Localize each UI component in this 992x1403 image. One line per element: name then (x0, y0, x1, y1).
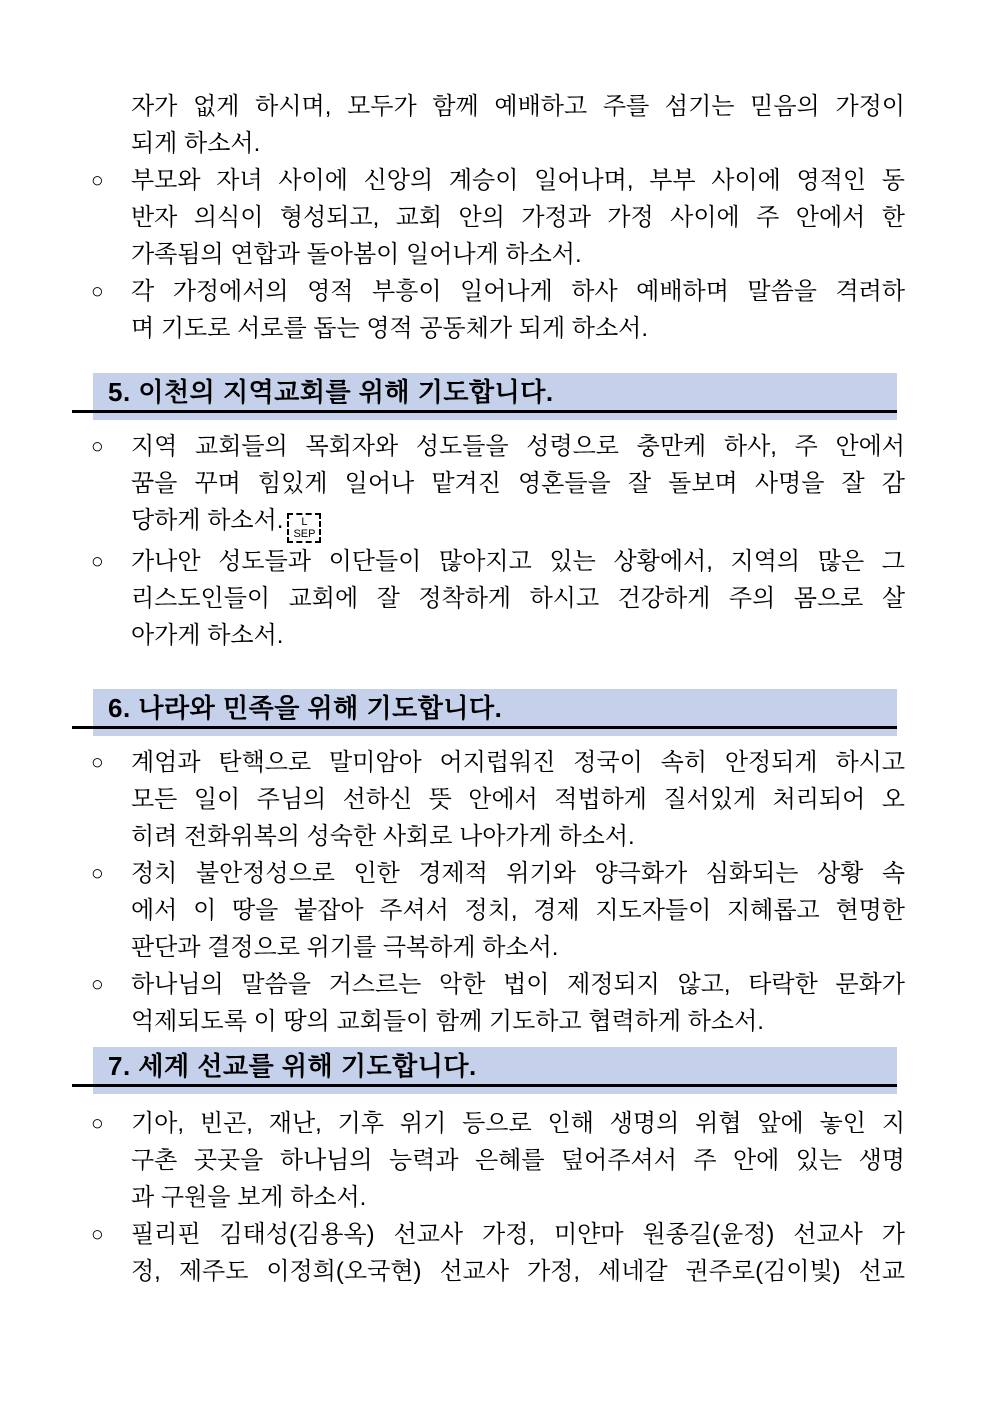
text-line: 리스도인들이 교회에 잘 정착하게 하시고 건강하게 주의 몸으로 살 (131, 585, 905, 612)
prayer-item (91, 543, 905, 654)
line-separator-mark (287, 513, 321, 543)
text-line: 에서 이 땅을 붙잡아 주셔서 정치, 경제 지도자들이 지혜롭고 현명한 (131, 897, 905, 924)
list-bullet: ○ (91, 862, 104, 885)
section-5-strip (93, 413, 897, 420)
text-line: 모든 일이 주님의 선하신 뜻 안에서 적법하게 질서있게 처리되어 오 (131, 786, 905, 813)
section-6-body (0, 744, 992, 1040)
prayer-item (91, 744, 905, 855)
prayer-item (91, 855, 905, 966)
text-line: 되게 하소서. (131, 130, 261, 157)
section-6-band (93, 689, 897, 726)
prayer-item (91, 428, 905, 543)
prayer-item (91, 1216, 905, 1290)
list-bullet: ○ (91, 973, 104, 996)
section-5-band (93, 373, 897, 410)
text-line-text: 당하게 하소서. (131, 507, 284, 534)
section-6-title: 6. 나라와 민족을 위해 기도합니다. (108, 693, 503, 723)
text-line: 기아, 빈곤, 재난, 기후 위기 등으로 인해 생명의 위협 앞에 놓인 지 (131, 1110, 905, 1137)
list-bullet: ○ (91, 550, 104, 573)
list-bullet: ○ (91, 435, 104, 458)
section-5-title: 5. 이천의 지역교회를 위해 기도합니다. (108, 377, 554, 407)
list-bullet: ○ (91, 280, 104, 303)
prayer-item (91, 966, 905, 1040)
text-line: 꿈을 꾸며 힘있게 일어나 맡겨진 영혼들을 잘 돌보며 사명을 잘 감 (131, 470, 905, 497)
text-line: 필리핀 김태성(김용옥) 선교사 가정, 미얀마 원종길(윤정) 선교사 가 (131, 1221, 905, 1248)
list-bullet: ○ (91, 169, 104, 192)
section-7-body (0, 1105, 992, 1290)
sep-mark-top: L (301, 516, 308, 528)
text-line: 자가 없게 하시며, 모두가 함께 예배하고 주를 섬기는 믿음의 가정이 (131, 93, 905, 120)
text-line: 계엄과 탄핵으로 말미암아 어지럽워진 정국이 속히 안정되게 하시고 (131, 749, 905, 776)
text-line: 구촌 곳곳을 하나님의 능력과 은혜를 덮어주셔서 주 안에 있는 생명 (131, 1147, 905, 1174)
text-line: 부모와 자녀 사이에 신앙의 계승이 일어나며, 부부 사이에 영적인 동 (131, 167, 905, 194)
prayer-item (91, 273, 905, 347)
list-bullet: ○ (91, 751, 104, 774)
section-5-body (0, 428, 992, 654)
section-7-header (72, 1047, 897, 1094)
text-line: 며 기도로 서로를 돕는 영적 공동체가 되게 하소서. (131, 315, 649, 342)
text-line: 히려 전화위복의 성숙한 사회로 나아가게 하소서. (131, 823, 635, 850)
section-6-strip (93, 729, 897, 736)
text-line: 과 구원을 보게 하소서. (131, 1184, 367, 1211)
intro-block (0, 88, 992, 347)
sep-mark-bottom: SEP (293, 528, 316, 540)
section-5-header (72, 373, 897, 420)
text-line: 판단과 결정으로 위기를 극복하게 하소서. (131, 934, 559, 961)
section-7-title: 7. 세계 선교를 위해 기도합니다. (108, 1051, 477, 1081)
section-7-band (93, 1047, 897, 1084)
text-line: 가족됨의 연합과 돌아봄이 일어나게 하소서. (131, 241, 582, 268)
list-bullet: ○ (91, 1112, 104, 1135)
text-line: 억제되도록 이 땅의 교회들이 함께 기도하고 협력하게 하소서. (131, 1008, 764, 1035)
prayer-item (91, 1105, 905, 1216)
text-line: 각 가정에서의 영적 부흥이 일어나게 하사 예배하며 말씀을 격려하 (131, 278, 905, 305)
text-line: 지역 교회들의 목회자와 성도들을 성령으로 충만케 하사, 주 안에서 (131, 433, 905, 460)
prayer-item (91, 88, 905, 162)
text-line: 정치 불안정성으로 인한 경제적 위기와 양극화가 심화되는 상황 속 (131, 860, 905, 887)
text-line: 아가게 하소서. (131, 622, 284, 649)
text-line: 반자 의식이 형성되고, 교회 안의 가정과 가정 사이에 주 안에서 한 (131, 204, 905, 231)
prayer-item (91, 162, 905, 273)
text-line: 정, 제주도 이정희(오국현) 선교사 가정, 세네갈 권주로(김이빛) 선교 (131, 1258, 905, 1285)
list-bullet: ○ (91, 1223, 104, 1246)
text-line: 가나안 성도들과 이단들이 많아지고 있는 상황에서, 지역의 많은 그 (131, 548, 905, 575)
section-7-strip (93, 1087, 897, 1094)
text-line (131, 502, 905, 543)
text-line: 하나님의 말씀을 거스르는 악한 법이 제정되지 않고, 타락한 문화가 (131, 971, 905, 998)
section-6-header (72, 689, 897, 736)
